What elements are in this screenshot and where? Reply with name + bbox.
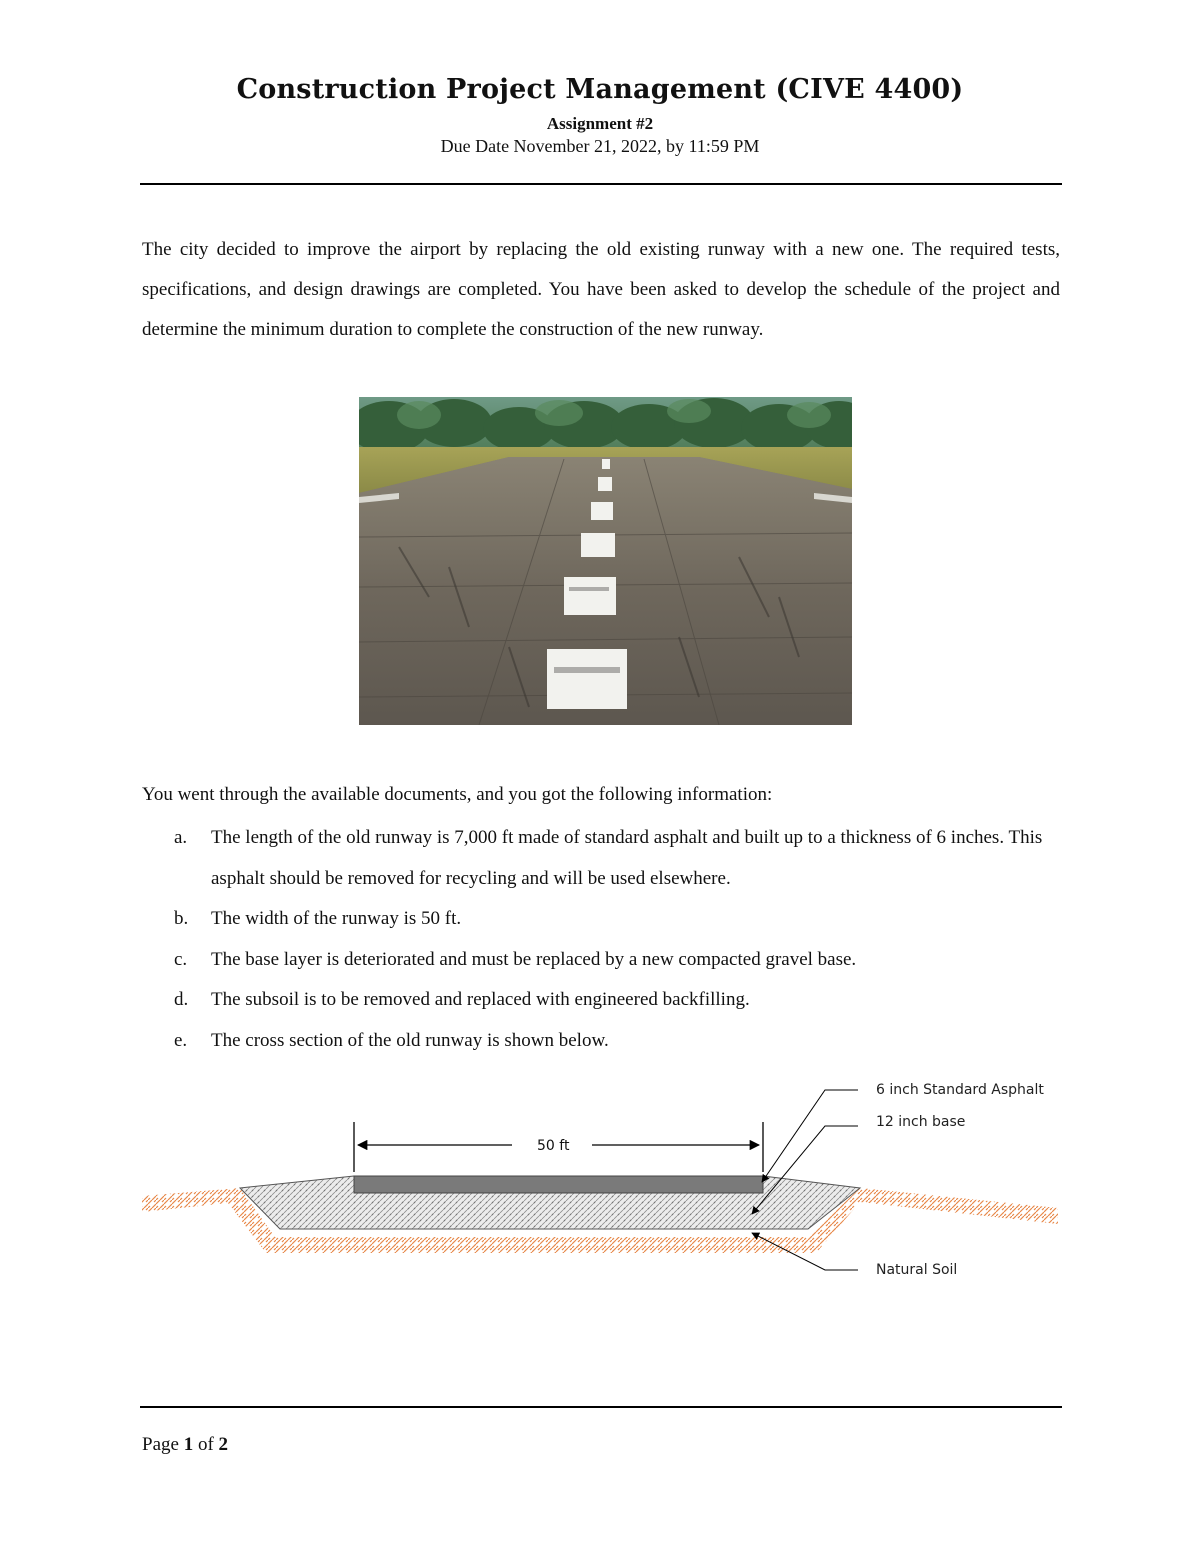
list-item <box>142 980 1060 1021</box>
list-item-text: The base layer is deteriorated and must be replaced by a new compacted gravel base. <box>211 948 857 970</box>
base-label: 12 inch base <box>876 1114 966 1130</box>
info-lead: You went through the available documents, and you got the following information: <box>142 784 773 805</box>
page-total: 2 <box>218 1434 229 1455</box>
list-item-text: The cross section of the old runway is shown below. <box>211 1029 609 1051</box>
due-date: Due Date November 21, 2022, by 11:59 PM <box>440 136 760 156</box>
page-prefix: Page <box>142 1434 184 1455</box>
list-item <box>142 1021 1060 1062</box>
header-divider <box>140 183 1062 185</box>
list-item-text: The length of the old runway is 7,000 ft made of standard asphalt and built up to a thickness of 6 inches. This asphalt should be removed for recycling and will be used elsewhere. <box>211 827 1043 889</box>
list-item <box>142 899 1060 940</box>
list-marker: e. <box>174 1029 188 1051</box>
list-item-text: The subsoil is to be removed and replaced with engineered backfilling. <box>211 989 750 1010</box>
assignment-label: Assignment #2 <box>546 114 654 133</box>
list-item-text: The width of the runway is 50 ft. <box>211 908 462 929</box>
list-marker: b. <box>174 908 189 929</box>
list-item <box>142 940 1060 981</box>
list-item <box>142 818 1060 899</box>
list-marker: a. <box>174 827 188 848</box>
page-number <box>142 1434 228 1456</box>
page-current: 1 <box>183 1434 194 1455</box>
soil-label: Natural Soil <box>876 1262 958 1278</box>
page-of: of <box>193 1434 219 1455</box>
info-list <box>142 818 1060 1061</box>
list-marker: c. <box>174 948 188 970</box>
runway-cross-section <box>140 1072 1060 1292</box>
asphalt-label: 6 inch Standard Asphalt <box>876 1082 1044 1098</box>
list-marker: d. <box>174 989 189 1010</box>
runway-photo <box>359 397 852 725</box>
document-title: Construction Project Management (CIVE 4400) <box>236 74 964 105</box>
intro-paragraph: The city decided to improve the airport by replacing the old existing runway with a new one. The required tests, specifications, and design drawings are completed. You have been asked to develop the schedule of the project and determine the minimum duration to complete the construction of the new runway. <box>142 239 1060 340</box>
footer-divider <box>140 1406 1062 1408</box>
width-label: 50 ft <box>537 1138 570 1154</box>
asphalt-layer <box>354 1176 763 1193</box>
